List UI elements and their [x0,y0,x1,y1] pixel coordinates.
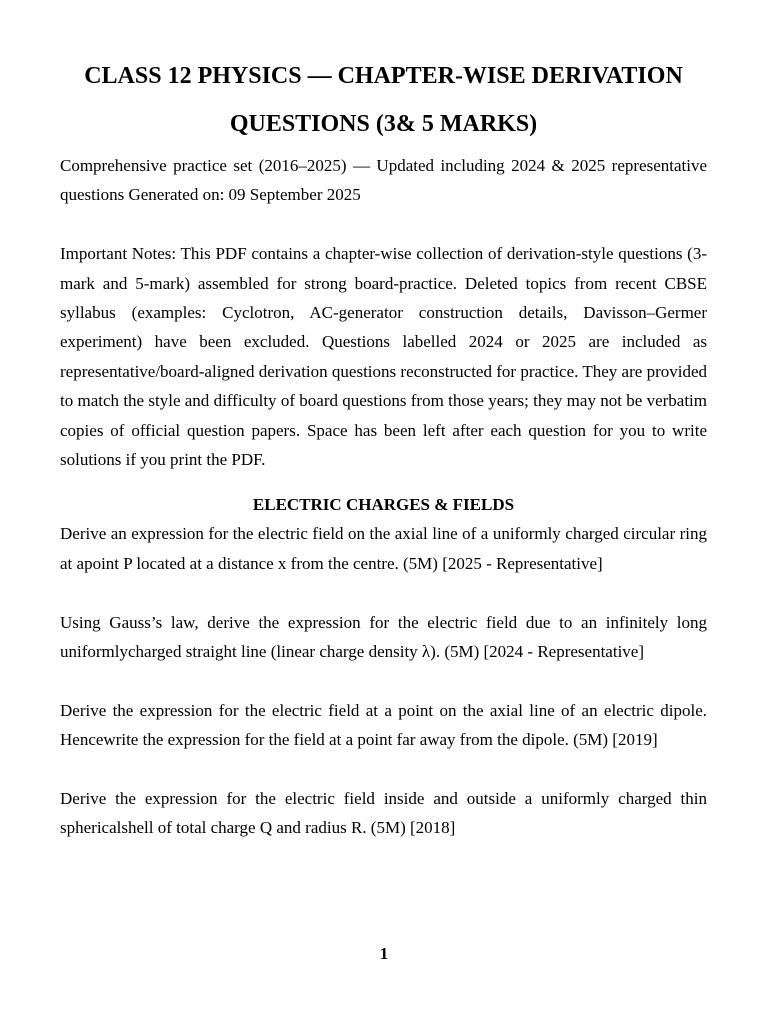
question-1: Derive an expression for the electric field on the axial line of a uniformly charged circular ring at apoint P located at a distance x from the centre. (5M) [2025 - Representative] [60,524,707,573]
page-number: 1 [379,944,389,963]
question-3: Derive the expression for the electric field at a point on the axial line of an electric dipole. Hencewrite the expression for the field at a point far away from the dipole. (5M) [2019] [60,700,707,750]
answer-space [60,666,707,695]
document-page [60,52,707,843]
answer-space [60,755,707,784]
question-4: Derive the expression for the electric field inside and outside a uniformly charged thin sphericalshell of total charge Q and radius R. (5M) [2018] [60,789,707,838]
section-heading: ELECTRIC CHARGES & FIELDS [252,495,515,515]
spacer [60,210,707,239]
important-notes: Important Notes: This PDF contains a chapter-wise collection of derivation-style questions (3-mark and 5-mark) assembled for strong board-practice. Deleted topics from recent CBSE syllabus (examples: Cyclotron, AC-generator construction details, Davisson–Germer experiment) have been excluded. Questions labelled 2024 or 2025 are included as representative/board-aligned derivation questions reconstructed for practice. They are provided to match the style and difficulty of board questions from those years; they may not be verbatim copies of official question papers. Space has been left after each question for you to write solutions if you print the PDF. [60,244,707,470]
document-title: CLASS 12 PHYSICS — CHAPTER-WISE DERIVATION QUESTIONS (3& 5 MARKS) [84,63,683,137]
answer-space [60,578,707,607]
document-subtitle: Comprehensive practice set (2016–2025) — Updated including 2024 & 2025 representative questions Generated on: 09 September 2025 [60,156,707,205]
question-2: Using Gauss’s law, derive the expression for the electric field due to an infinitely long uniformlycharged straight line (linear charge density λ). (5M) [2024 - Representative] [60,612,707,662]
